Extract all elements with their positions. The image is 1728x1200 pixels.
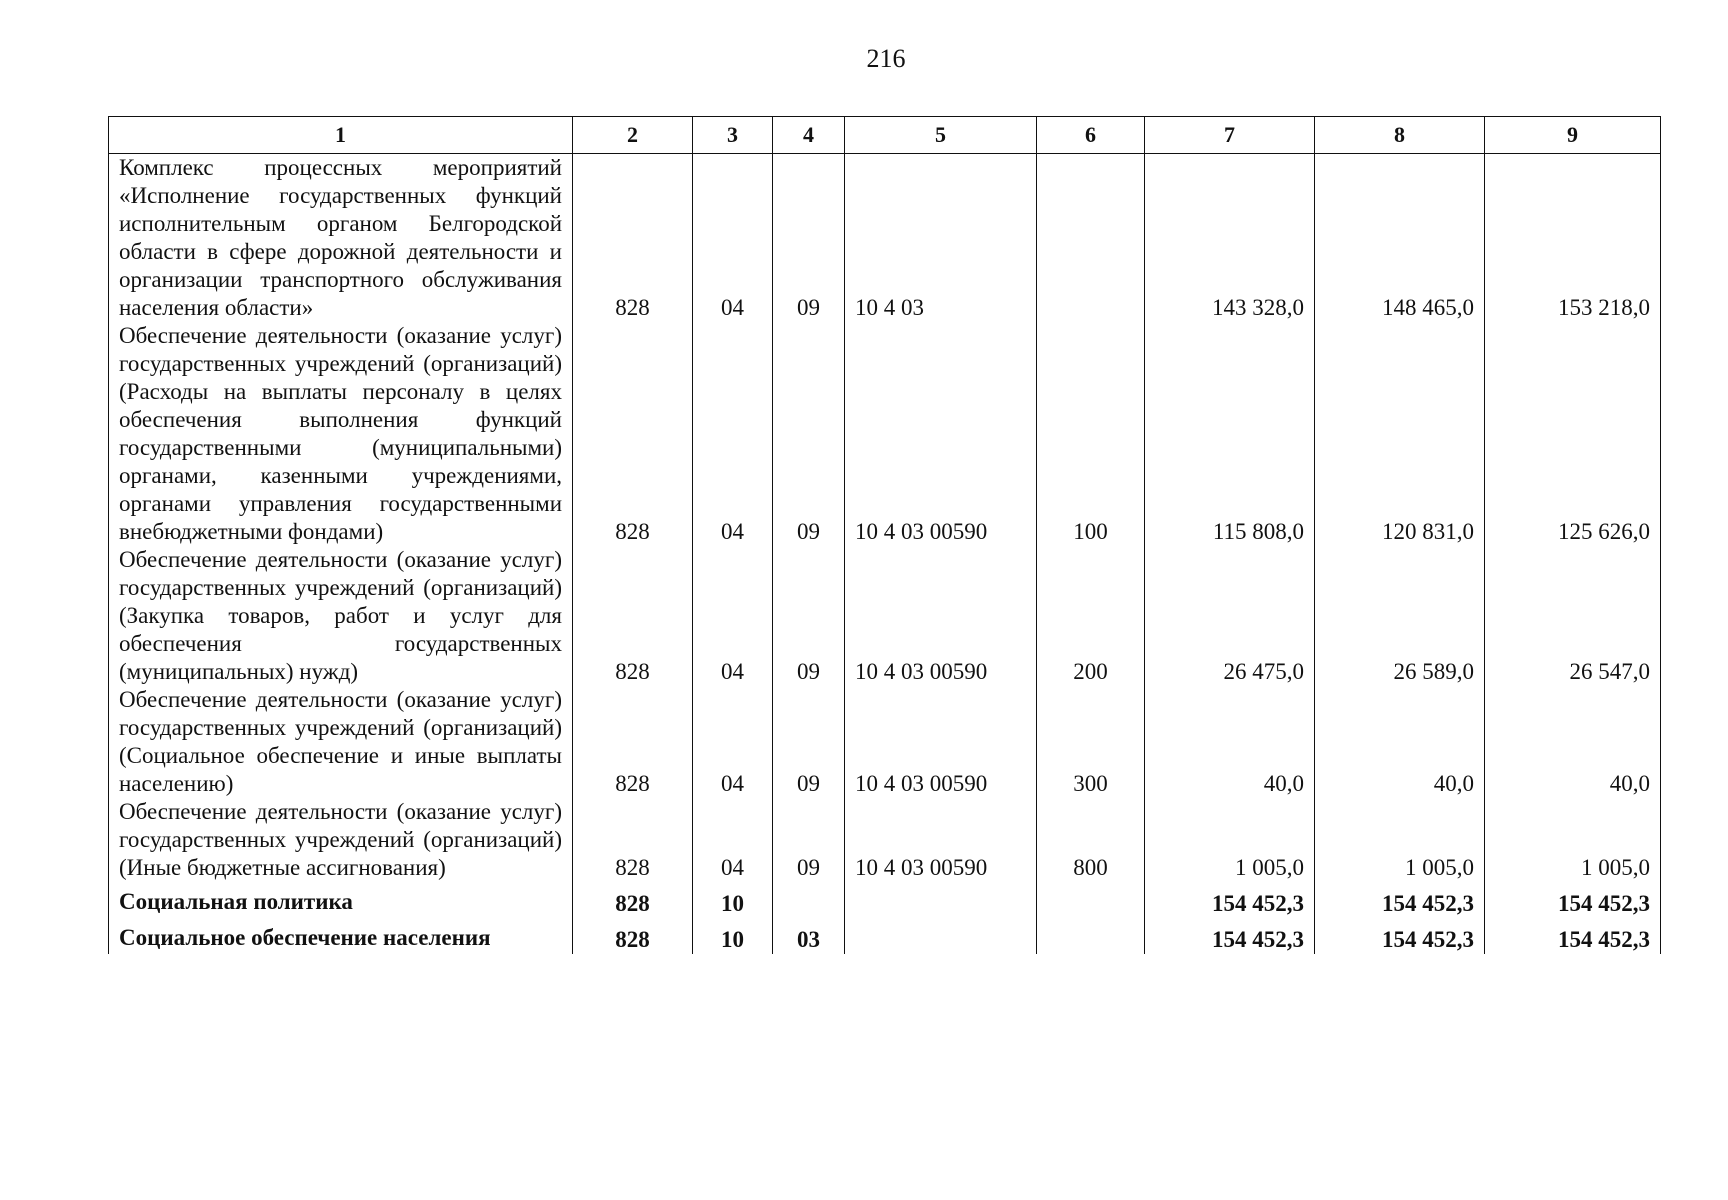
table-row [109, 798, 1661, 882]
page-number: 216 [866, 44, 906, 73]
cell-subsection: 09 [773, 154, 845, 323]
cell-amount-year1: 154 452,3 [1145, 882, 1315, 918]
cell-admin-code: 828 [573, 154, 693, 323]
cell-target-article [845, 918, 1037, 954]
table-row [109, 918, 1661, 954]
cell-section: 04 [693, 154, 773, 323]
cell-subsection: 09 [773, 686, 845, 798]
cell-expense-type [1037, 154, 1145, 323]
cell-section: 04 [693, 322, 773, 546]
cell-target-article: 10 4 03 00590 [845, 686, 1037, 798]
cell-target-article: 10 4 03 00590 [845, 546, 1037, 686]
cell-item-name: Обеспечение деятельности (оказание услуг) государственных учреждений (организаций) (Закупка товаров, работ и услуг для обеспечения государственных (муниципальных) нужд) [109, 546, 573, 686]
cell-subsection: 03 [773, 918, 845, 954]
cell-item-name: Социальная политика [109, 882, 573, 918]
cell-amount-year3: 154 452,3 [1485, 918, 1661, 954]
cell-expense-type: 300 [1037, 686, 1145, 798]
cell-expense-type [1037, 882, 1145, 918]
cell-item-name: Социальное обеспечение населения [109, 918, 573, 954]
cell-amount-year1: 26 475,0 [1145, 546, 1315, 686]
cell-section: 04 [693, 546, 773, 686]
cell-amount-year3: 125 626,0 [1485, 322, 1661, 546]
cell-amount-year1: 115 808,0 [1145, 322, 1315, 546]
column-header: 7 [1145, 117, 1315, 154]
budget-table-container [108, 116, 1660, 954]
column-header: 3 [693, 117, 773, 154]
cell-amount-year3: 26 547,0 [1485, 546, 1661, 686]
cell-subsection: 09 [773, 546, 845, 686]
cell-amount-year2: 154 452,3 [1315, 918, 1485, 954]
cell-expense-type: 200 [1037, 546, 1145, 686]
cell-target-article [845, 882, 1037, 918]
cell-admin-code: 828 [573, 918, 693, 954]
cell-item-name: Обеспечение деятельности (оказание услуг) государственных учреждений (организаций) (Иные бюджетные ассигнования) [109, 798, 573, 882]
cell-amount-year3: 154 452,3 [1485, 882, 1661, 918]
cell-admin-code: 828 [573, 322, 693, 546]
cell-item-name: Обеспечение деятельности (оказание услуг) государственных учреждений (организаций) (Расходы на выплаты персоналу в целях обеспечения выполнения функций государственными (муниципальными) органами, казенными учреждениями, органами управления государственными внебюджетными фондами) [109, 322, 573, 546]
cell-section: 10 [693, 918, 773, 954]
cell-subsection: 09 [773, 322, 845, 546]
table-row [109, 322, 1661, 546]
cell-expense-type: 800 [1037, 798, 1145, 882]
cell-item-name: Комплекс процессных мероприятий «Исполнение государственных функций исполнительным органом Белгородской области в сфере дорожной деятельности и организации транспортного обслуживания населения области» [109, 154, 573, 323]
column-header: 9 [1485, 117, 1661, 154]
column-header: 8 [1315, 117, 1485, 154]
cell-amount-year3: 40,0 [1485, 686, 1661, 798]
table-row [109, 546, 1661, 686]
cell-section: 04 [693, 686, 773, 798]
cell-admin-code: 828 [573, 546, 693, 686]
cell-amount-year1: 40,0 [1145, 686, 1315, 798]
cell-amount-year1: 143 328,0 [1145, 154, 1315, 323]
column-header: 1 [109, 117, 573, 154]
cell-expense-type: 100 [1037, 322, 1145, 546]
cell-target-article: 10 4 03 [845, 154, 1037, 323]
column-header: 6 [1037, 117, 1145, 154]
cell-expense-type [1037, 918, 1145, 954]
cell-amount-year2: 154 452,3 [1315, 882, 1485, 918]
cell-section: 04 [693, 798, 773, 882]
cell-amount-year3: 1 005,0 [1485, 798, 1661, 882]
column-header: 2 [573, 117, 693, 154]
table-row [109, 686, 1661, 798]
cell-amount-year2: 26 589,0 [1315, 546, 1485, 686]
table-body [109, 154, 1661, 955]
table-row [109, 882, 1661, 918]
cell-section: 10 [693, 882, 773, 918]
column-header: 4 [773, 117, 845, 154]
table-header-row [109, 117, 1661, 154]
cell-amount-year2: 1 005,0 [1315, 798, 1485, 882]
cell-admin-code: 828 [573, 798, 693, 882]
budget-table [108, 116, 1661, 954]
column-header: 5 [845, 117, 1037, 154]
cell-subsection [773, 882, 845, 918]
cell-subsection: 09 [773, 798, 845, 882]
cell-target-article: 10 4 03 00590 [845, 322, 1037, 546]
cell-amount-year3: 153 218,0 [1485, 154, 1661, 323]
table-row [109, 154, 1661, 323]
cell-amount-year1: 1 005,0 [1145, 798, 1315, 882]
cell-item-name: Обеспечение деятельности (оказание услуг) государственных учреждений (организаций) (Социальное обеспечение и иные выплаты населению) [109, 686, 573, 798]
cell-amount-year2: 120 831,0 [1315, 322, 1485, 546]
cell-amount-year2: 40,0 [1315, 686, 1485, 798]
cell-admin-code: 828 [573, 882, 693, 918]
cell-amount-year1: 154 452,3 [1145, 918, 1315, 954]
cell-amount-year2: 148 465,0 [1315, 154, 1485, 323]
cell-admin-code: 828 [573, 686, 693, 798]
cell-target-article: 10 4 03 00590 [845, 798, 1037, 882]
